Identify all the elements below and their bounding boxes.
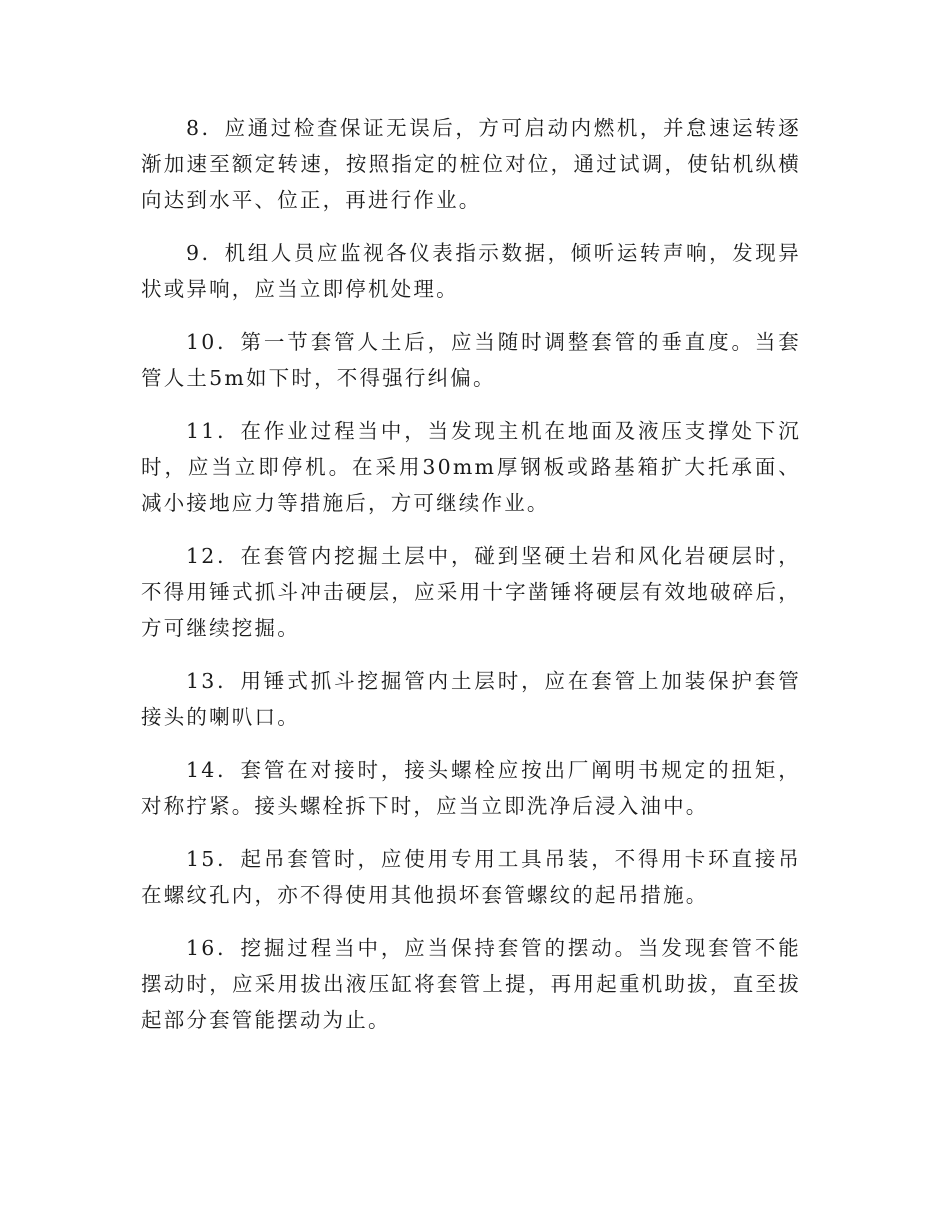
paragraph-item-12: 12．在套管内挖掘土层中，碰到坚硬土岩和风化岩硬层时，不得用锤式抓斗冲击硬层，应采用十字凿锤将硬层有效地破碎后，方可继续挖掘。 (141, 544, 801, 640)
paragraph-item-8: 8．应通过检查保证无误后，方可启动内燃机，并怠速运转逐渐加速至额定转速，按照指定的桩位对位，通过试调，使钻机纵横向达到水平、位正，再进行作业。 (141, 116, 801, 212)
paragraph-item-10: 10．第一节套管人土后，应当随时调整套管的垂直度。当套管人土5m如下时，不得强行纠偏。 (141, 330, 801, 390)
document-body (141, 110, 801, 1055)
paragraph-item-11: 11．在作业过程当中，当发现主机在地面及液压支撑处下沉时，应当立即停机。在采用30mm厚钢板或路基箱扩大托承面、减小接地应力等措施后，方可继续作业。 (141, 419, 801, 515)
paragraph-item-15: 15．起吊套管时，应使用专用工具吊装，不得用卡环直接吊在螺纹孔内，亦不得使用其他损坏套管螺纹的起吊措施。 (141, 847, 801, 907)
paragraph-item-14: 14．套管在对接时，接头螺栓应按出厂阐明书规定的扭矩，对称拧紧。接头螺栓拆下时，应当立即洗净后浸入油中。 (141, 758, 801, 818)
paragraph-item-13: 13．用锤式抓斗挖掘管内土层时，应在套管上加装保护套管接头的喇叭口。 (141, 669, 801, 729)
paragraph-item-16: 16．挖掘过程当中，应当保持套管的摆动。当发现套管不能摆动时，应采用拔出液压缸将套管上提，再用起重机助拔，直至拔起部分套管能摆动为止。 (141, 936, 801, 1032)
paragraph-item-9: 9．机组人员应监视各仪表指示数据，倾听运转声响，发现异状或异响，应当立即停机处理。 (141, 241, 801, 301)
